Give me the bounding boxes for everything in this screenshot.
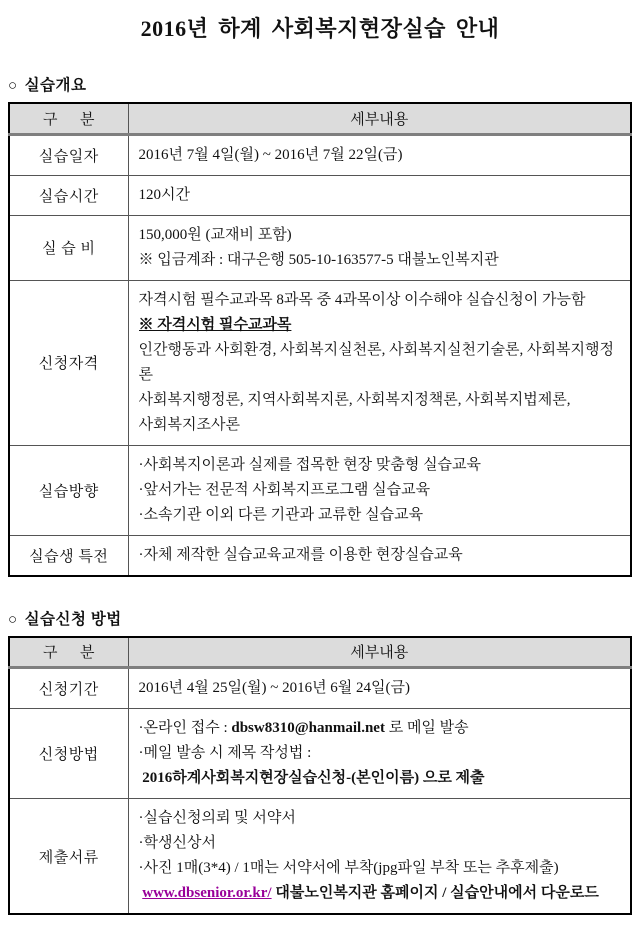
column-header-category: 구 분 [9, 103, 128, 134]
text-line [139, 543, 623, 568]
text-line [139, 248, 623, 273]
row-label: 실습생 특전 [9, 535, 128, 576]
text-segment: ·실습신청의뢰 및 서약서 [138, 810, 296, 826]
table-row [9, 134, 631, 175]
column-header-details: 세부내용 [128, 103, 631, 134]
overview-table-body [9, 134, 631, 576]
table-row [9, 535, 631, 576]
section-heading-label: 실습개요 [24, 77, 87, 94]
text-segment: ·사진 1매(3*4) / 1매는 서약서에 부착(jpg파일 부착 또는 추후제출) [138, 860, 559, 876]
text-line [139, 313, 623, 338]
row-content [128, 280, 631, 445]
row-content [128, 445, 631, 535]
table-row [9, 445, 631, 535]
text-segment: ※ 입금계좌 : 대구은행 505-10-163577-5 대불노인복지관 [138, 251, 499, 268]
table-header-row [9, 103, 631, 134]
circle-bullet-icon: ○ [8, 611, 18, 628]
row-content [128, 709, 631, 799]
row-label: 실 습 비 [9, 215, 128, 280]
text-line [139, 831, 623, 856]
text-segment: 사회복지조사론 [138, 416, 240, 433]
text-segment: ·온라인 접수 : [138, 720, 232, 736]
text-segment: ·사회복지이론과 실제를 접목한 현장 맞춤형 실습교육 [138, 456, 482, 473]
table-row [9, 799, 631, 915]
row-content [128, 668, 631, 709]
row-label: 신청방법 [9, 709, 128, 799]
row-label: 신청기간 [9, 668, 128, 709]
text-segment: ※ 자격시험 필수교과목 [138, 316, 292, 333]
section-heading-application [8, 607, 632, 629]
application-table-body [9, 668, 631, 915]
row-label: 실습시간 [9, 175, 128, 215]
section-heading-label: 실습신청 방법 [24, 610, 122, 628]
column-header-category: 구 분 [9, 637, 128, 668]
text-segment: 자격시험 필수교과목 8과목 중 4과목이상 이수해야 실습신청이 가능함 [138, 291, 586, 308]
table-row [9, 668, 631, 709]
table-row [9, 280, 631, 445]
page-title: 2016년 하계 사회복지현장실습 안내 [140, 16, 500, 41]
table-row [9, 215, 631, 280]
text-line [139, 453, 623, 478]
text-line [139, 716, 623, 741]
text-segment: 150,000원 (교재비 포함) [138, 226, 292, 243]
text-segment: 2016하계사회복지현장실습신청-(본인이름) 으로 제출 [142, 770, 485, 786]
text-segment: 대불노인복지관 홈페이지 / 실습안내에서 다운로드 [271, 885, 599, 901]
row-label: 신청자격 [9, 280, 128, 445]
text-line [139, 478, 623, 503]
section-application-method [8, 607, 632, 916]
section-heading-overview [8, 73, 632, 95]
column-header-details: 세부내용 [128, 637, 631, 668]
text-line [139, 766, 623, 791]
text-segment: 로 메일 발송 [384, 720, 469, 736]
text-segment: ·앞서가는 전문적 사회복지프로그램 실습교육 [138, 481, 431, 498]
circle-bullet-icon: ○ [8, 78, 18, 94]
table-row [9, 175, 631, 215]
row-content [128, 215, 631, 280]
text-segment: ·자체 제작한 실습교육교재를 이용한 현장실습교육 [138, 546, 463, 563]
text-line [139, 856, 623, 881]
text-segment: 2016년 4월 25일(월) ~ 2016년 6월 24일(금) [138, 680, 411, 696]
text-line [139, 388, 623, 413]
text-segment: 인간행동과 사회환경, 사회복지실천론, 사회복지실천기술론, 사회복지행정론 [138, 341, 614, 383]
text-line [139, 288, 623, 313]
table-row [9, 709, 631, 799]
text-segment: ·학생신상서 [138, 835, 216, 851]
text-line [139, 676, 623, 701]
text-line [139, 143, 623, 168]
text-line [139, 223, 623, 248]
section-practice-overview [8, 73, 632, 577]
text-line [139, 741, 623, 766]
row-content [128, 535, 631, 576]
row-label: 실습방향 [9, 445, 128, 535]
text-segment: 사회복지행정론, 지역사회복지론, 사회복지정책론, 사회복지법제론, [138, 391, 571, 408]
text-segment: dbsw8310@hanmail.net [231, 720, 385, 736]
text-line [139, 806, 623, 831]
row-content [128, 175, 631, 215]
text-line [139, 183, 623, 208]
text-line [139, 413, 623, 438]
row-content [128, 134, 631, 175]
row-content [128, 799, 631, 915]
row-label: 제출서류 [9, 799, 128, 915]
text-line [139, 881, 623, 906]
text-segment: ·소속기관 이외 다른 기관과 교류한 실습교육 [138, 506, 424, 523]
text-segment: ·메일 발송 시 제목 작성법 : [138, 745, 312, 761]
overview-table [8, 102, 632, 577]
table-header-row [9, 637, 631, 668]
application-table [8, 636, 632, 916]
text-line [139, 338, 623, 388]
text-segment: 120시간 [138, 186, 190, 203]
text-segment: 2016년 7월 4일(월) ~ 2016년 7월 22일(금) [138, 146, 403, 163]
website-link[interactable]: www.dbsenior.or.kr/ [142, 885, 272, 901]
row-label: 실습일자 [9, 134, 128, 175]
text-line [139, 503, 623, 528]
